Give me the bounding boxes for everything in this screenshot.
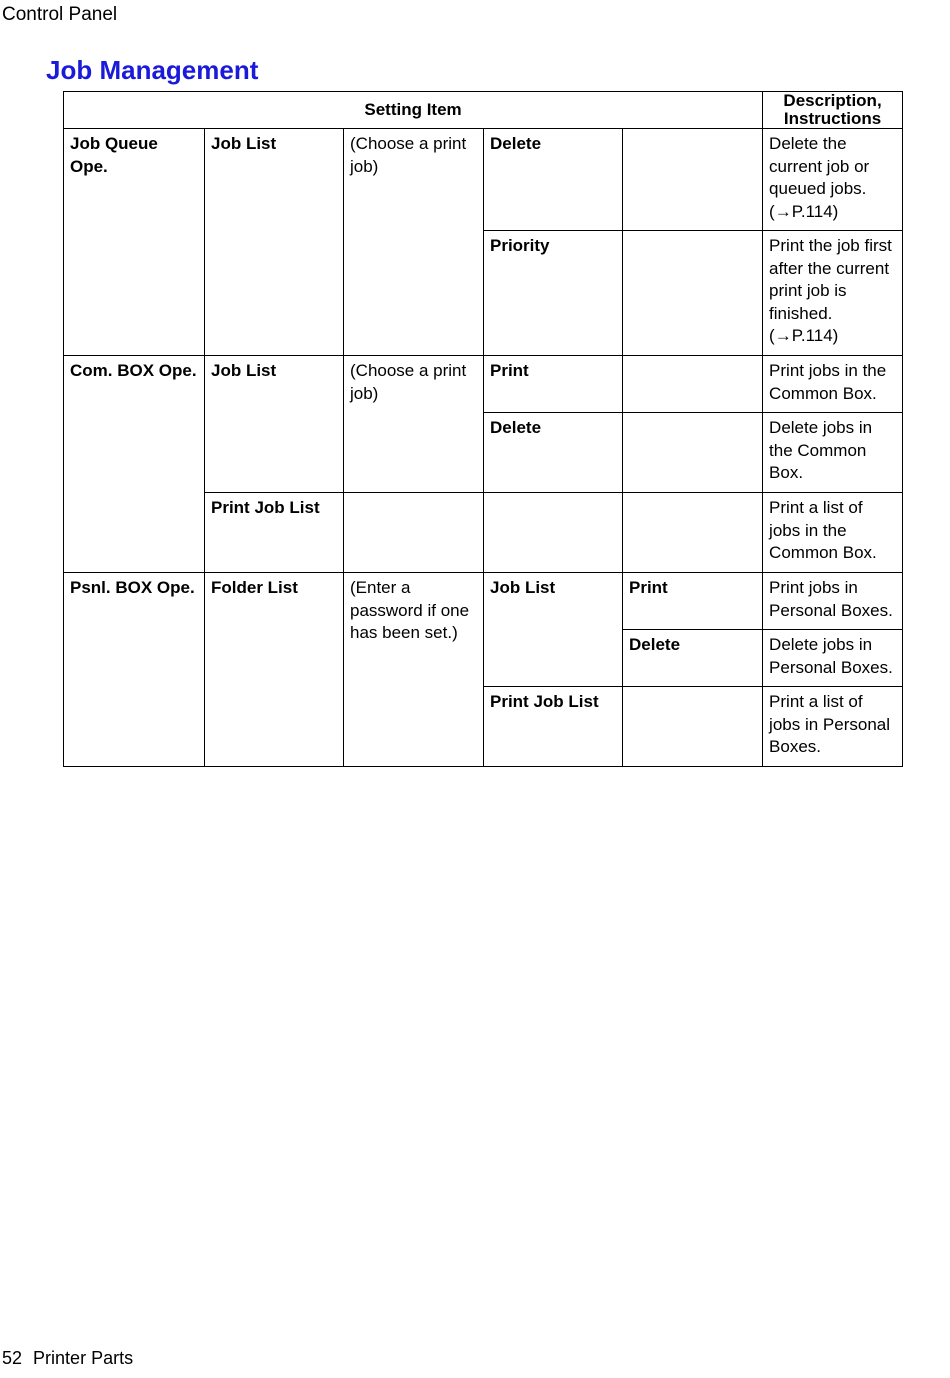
- setting-item-header: Setting Item: [64, 92, 763, 129]
- empty-cell: [623, 129, 763, 231]
- settings-table: [63, 91, 903, 767]
- description-header: Description, Instructions: [763, 92, 903, 129]
- psnl-box-enter-password: (Enter a password if one has been set.): [344, 573, 484, 767]
- page-footer: [2, 1348, 139, 1369]
- psnl-box-delete: Delete: [623, 630, 763, 687]
- com-box-job-list: Job List: [205, 356, 344, 493]
- empty-cell: [484, 493, 623, 573]
- empty-cell: [623, 493, 763, 573]
- com-box-print-desc: Print jobs in the Common Box.: [763, 356, 903, 413]
- job-queue-group: Job Queue Ope.: [64, 129, 205, 356]
- chapter-name: Printer Parts: [33, 1348, 134, 1368]
- psnl-box-print-job-list-desc: Print a list of jobs in Personal Boxes.: [763, 687, 903, 767]
- com-box-group: Com. BOX Ope.: [64, 356, 205, 573]
- com-box-delete: Delete: [484, 413, 623, 493]
- com-box-print-job-list-desc: Print a list of jobs in the Common Box.: [763, 493, 903, 573]
- page-title: Job Management: [46, 55, 259, 85]
- com-box-delete-desc: Delete jobs in the Common Box.: [763, 413, 903, 493]
- page-number: 52: [2, 1348, 23, 1368]
- psnl-box-print: Print: [623, 573, 763, 630]
- psnl-box-folder-list: Folder List: [205, 573, 344, 767]
- job-queue-delete-desc: Delete the current job or queued jobs. (→P.114): [763, 129, 903, 231]
- com-box-print: Print: [484, 356, 623, 413]
- psnl-box-group: Psnl. BOX Ope.: [64, 573, 205, 767]
- job-queue-priority-desc: Print the job first after the current print job is finished. (→P.114): [763, 231, 903, 356]
- empty-cell: [344, 493, 484, 573]
- job-queue-priority: Priority: [484, 231, 623, 356]
- job-queue-job-list: Job List: [205, 129, 344, 356]
- com-box-choose-job: (Choose a print job): [344, 356, 484, 493]
- psnl-box-job-list: Job List: [484, 573, 623, 687]
- job-queue-delete: Delete: [484, 129, 623, 231]
- psnl-box-print-job-list: Print Job List: [484, 687, 623, 767]
- com-box-print-job-list: Print Job List: [205, 493, 344, 573]
- running-header: Control Panel: [2, 4, 118, 25]
- table-header-row: [64, 92, 903, 129]
- table-row: [64, 129, 903, 231]
- empty-cell: [623, 356, 763, 413]
- empty-cell: [623, 231, 763, 356]
- psnl-box-print-desc: Print jobs in Personal Boxes.: [763, 573, 903, 630]
- empty-cell: [623, 413, 763, 493]
- table-row: [64, 573, 903, 630]
- job-queue-choose-job: (Choose a print job): [344, 129, 484, 356]
- empty-cell: [623, 687, 763, 767]
- table-row: [64, 356, 903, 413]
- psnl-box-delete-desc: Delete jobs in Personal Boxes.: [763, 630, 903, 687]
